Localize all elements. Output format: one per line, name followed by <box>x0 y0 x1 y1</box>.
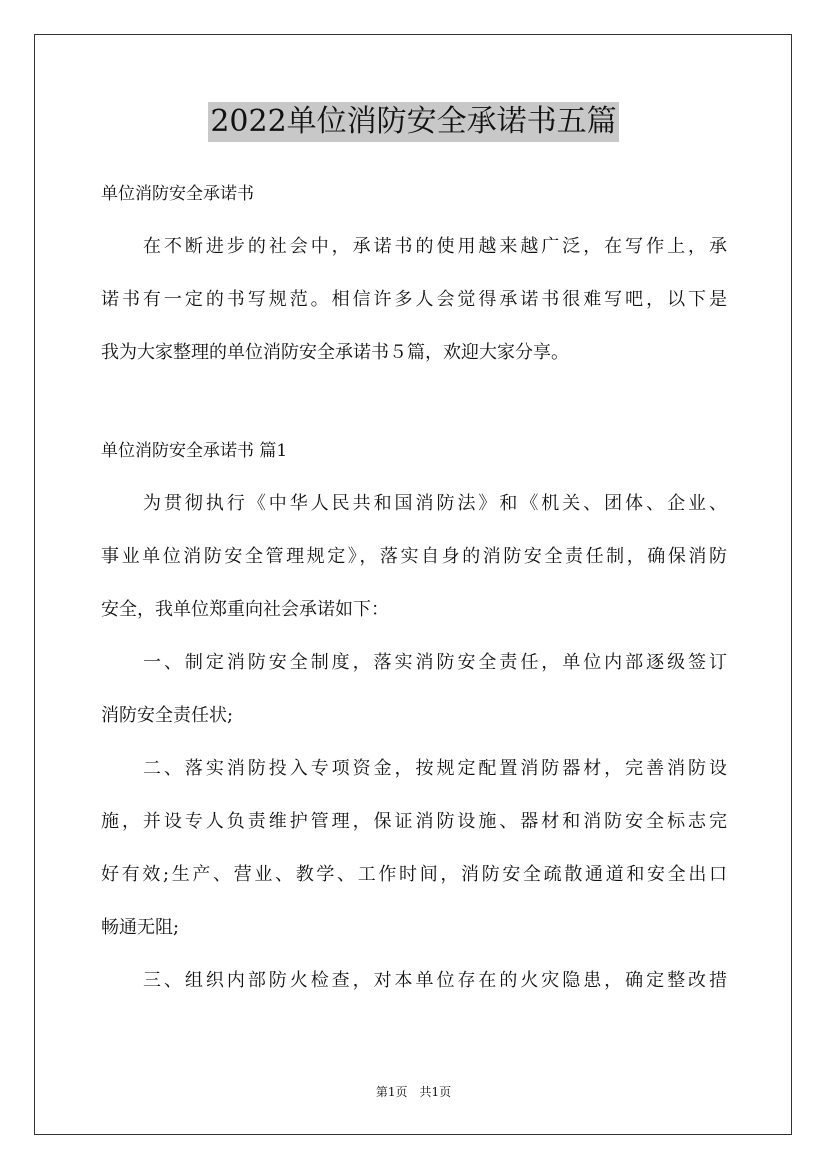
title-wrap <box>0 102 827 142</box>
item2-line: 好有效;生产、营业、教学、工作时间，消防安全疏散通道和安全出口 <box>101 864 727 885</box>
document-body <box>101 176 727 999</box>
item1-line: 一、制定消防安全制度，落实消防安全责任，单位内部逐级签订 <box>143 652 727 673</box>
item2-line: 二、落实消防投入专项资金，按规定配置消防器材，完善消防设 <box>143 758 727 779</box>
preamble-line: 事业单位消防安全管理规定》，落实自身的消防安全责任制，确保消防 <box>101 546 727 567</box>
item2-line: 施，并设专人负责维护管理，保证消防设施、器材和消防安全标志完 <box>101 811 727 832</box>
intro-line: 诺书有一定的书写规范。相信许多人会觉得承诺书很难写吧，以下是 <box>101 289 727 310</box>
section-heading: 单位消防安全承诺书 <box>101 184 254 204</box>
item3-line: 三、组织内部防火检查，对本单位存在的火灾隐患，确定整改措 <box>143 970 727 991</box>
page-footer: 第1页 共1页 <box>375 1085 452 1099</box>
intro-line: 在不断进步的社会中，承诺书的使用越来越广泛，在写作上，承 <box>143 236 727 257</box>
intro-line: 我为大家整理的单位消防安全承诺书５篇，欢迎大家分享。 <box>101 342 569 363</box>
preamble-line: 为贯彻执行《中华人民共和国消防法》和《机关、团体、企业、 <box>143 493 727 514</box>
document-title: 2022单位消防安全承诺书五篇 <box>208 102 618 142</box>
item2-line: 畅通无阻; <box>101 917 180 938</box>
part1-heading: 单位消防安全承诺书 篇1 <box>101 441 288 461</box>
preamble-line: 安全，我单位郑重向社会承诺如下： <box>101 599 389 620</box>
item1-line: 消防安全责任状; <box>101 705 234 726</box>
